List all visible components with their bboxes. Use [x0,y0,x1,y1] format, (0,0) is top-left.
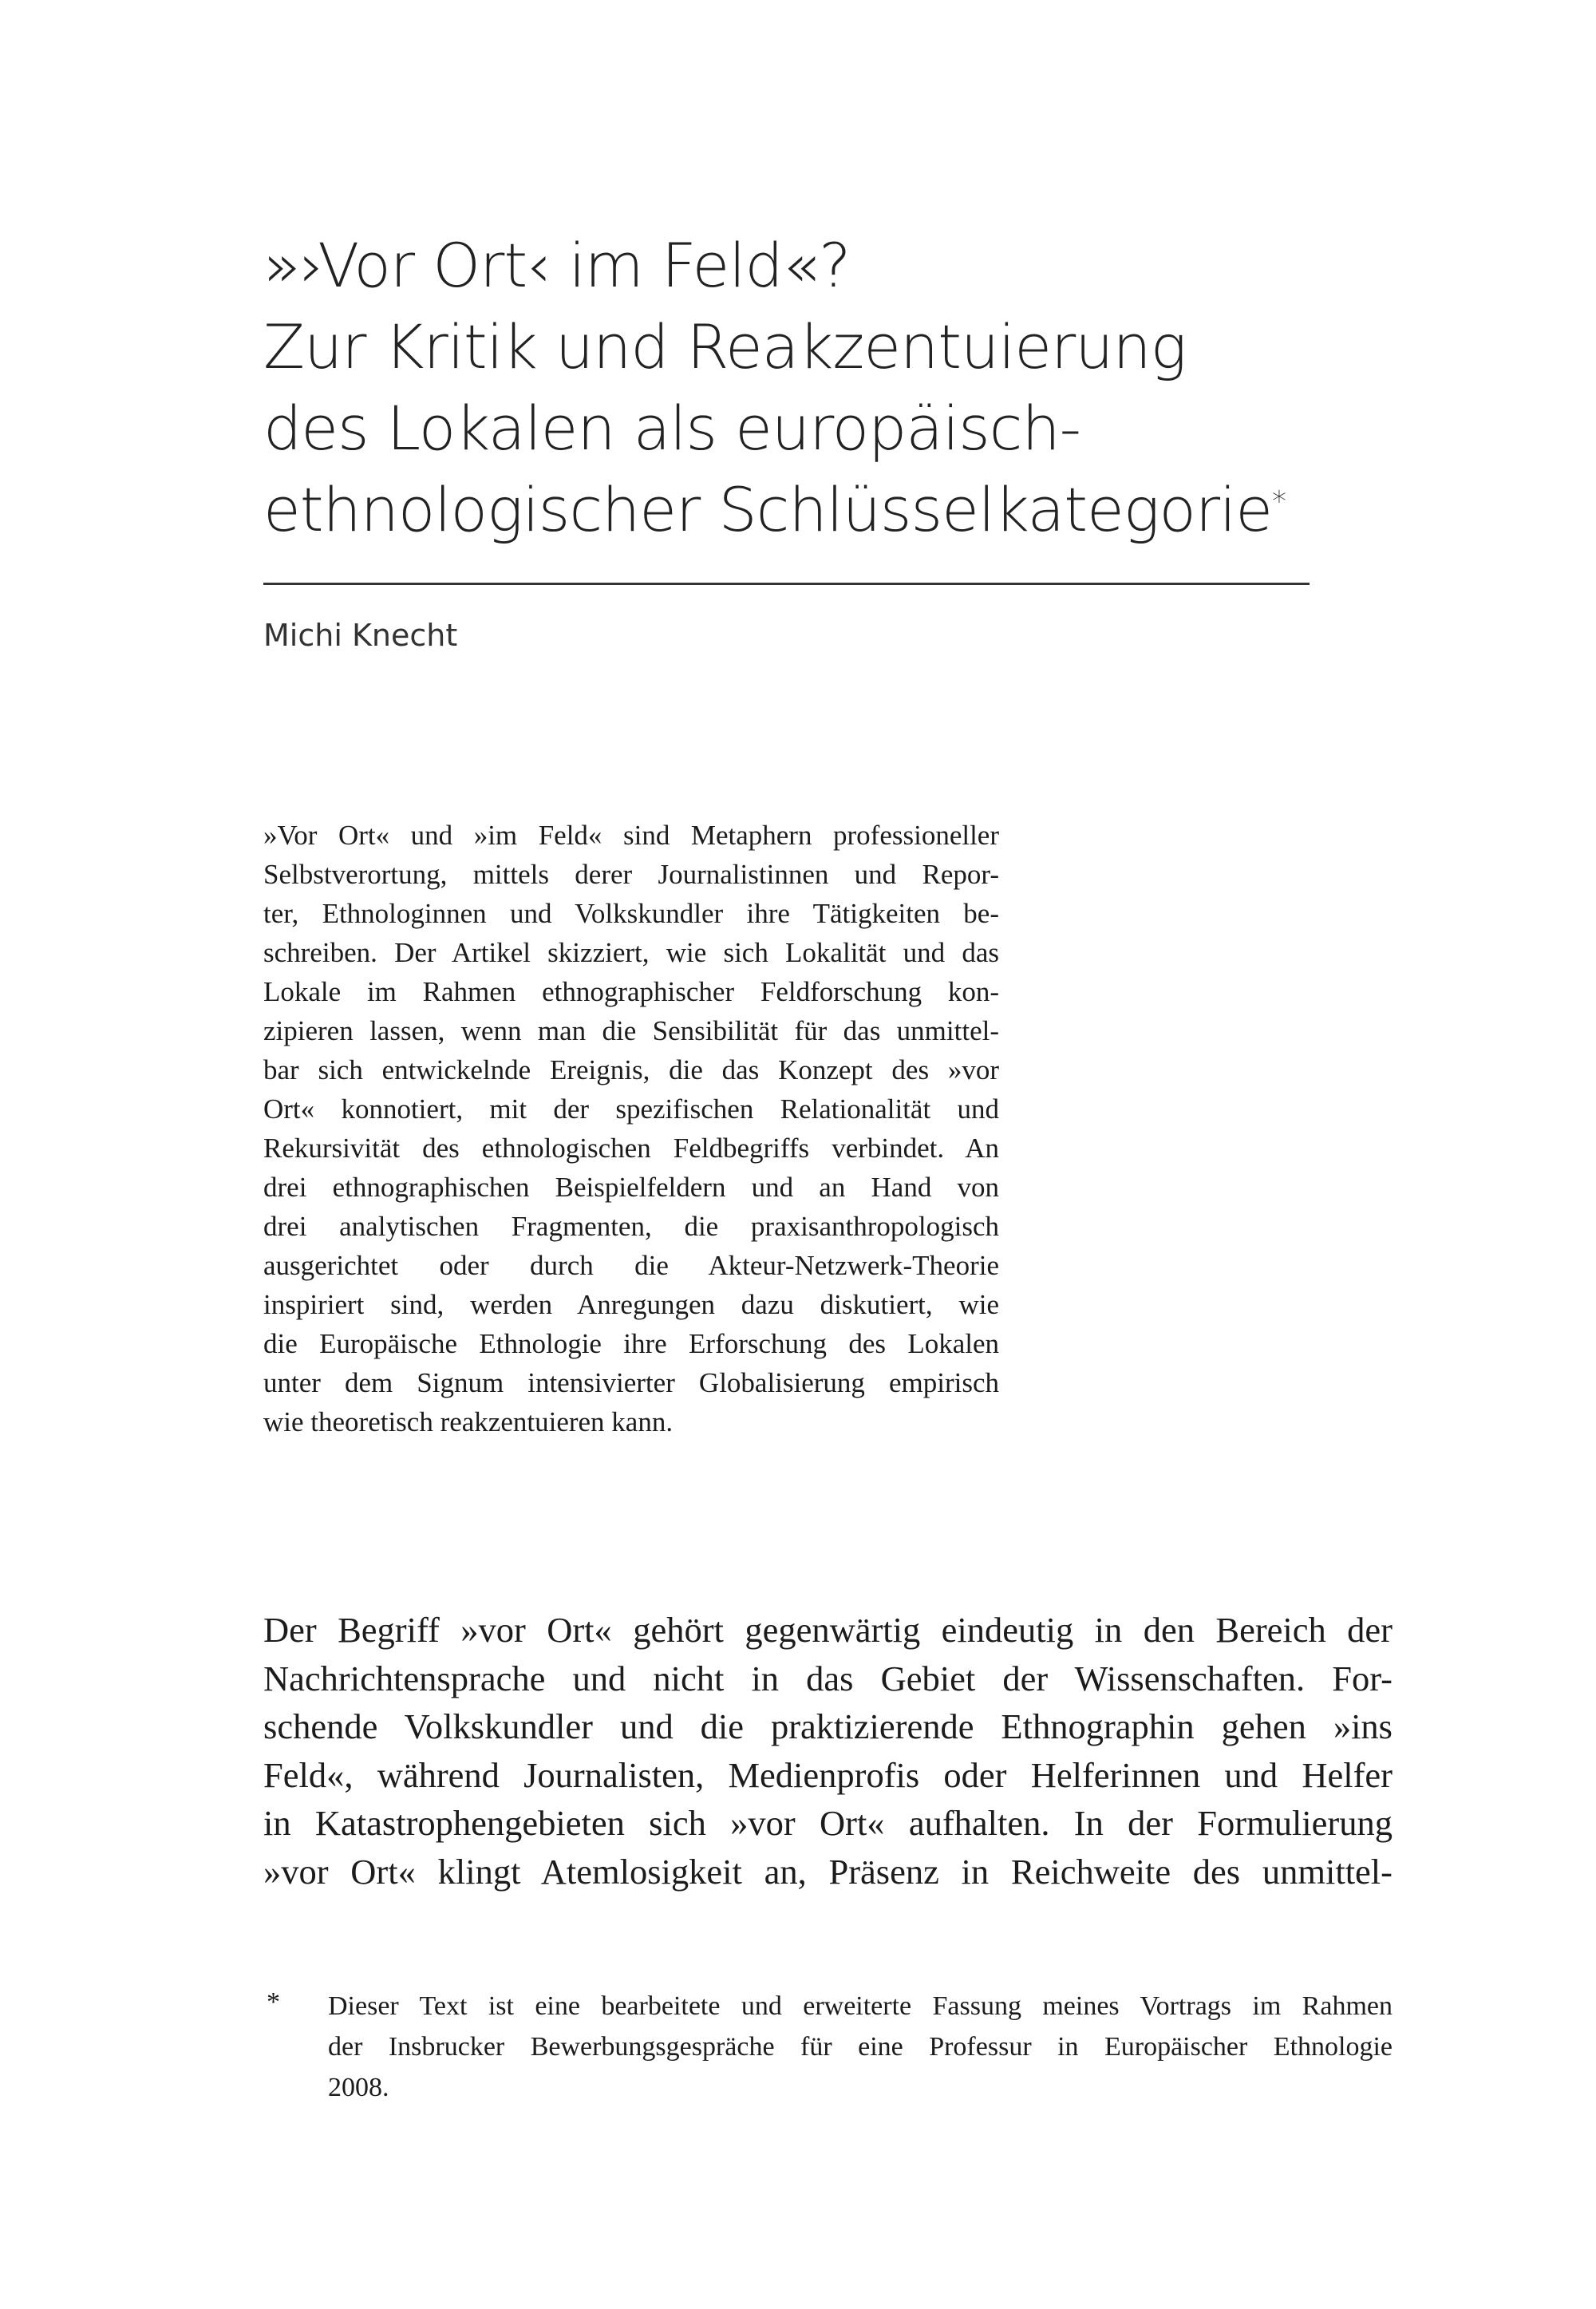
footnote [328,1986,1393,2108]
title-line [263,469,1381,551]
text-line: Der Begriff »vor Ort« gehört gegenwärtig eindeutig in den Bereich der [263,1610,1393,1650]
text-line: schende Volkskundler und die praktizierende Ethnographin gehen »ins [263,1706,1393,1746]
title-line-text: Zur Kritik und Reakzentuierung [263,311,1187,382]
footnote-marker: * [267,1987,280,2017]
text-line: Feld«, während Journalisten, Medienprofis oder Helferinnen und Helfer [263,1754,1393,1795]
body-text [263,1606,1393,1896]
text-line: »vor Ort« klingt Atemlosigkeit an, Präsenz in Reichweite des unmittel- [263,1851,1393,1892]
text-line: der Insbrucker Bewerbungsgespräche für eine Professur in Europäischer Ethnologie [328,2032,1393,2062]
text-line: Ort« konnotiert, mit der spezifischen Relationalität und [263,1093,999,1125]
title-line: »›Vor Ort‹ im Feld«? [263,230,851,301]
text-line: drei ethnographischen Beispielfeldern und an Hand von [263,1172,999,1203]
text-line: ter, Ethnologinnen und Volkskundler ihre Tätigkeiten be- [263,898,999,929]
text-line: Dieser Text ist eine bearbeitete und erweiterte Fassung meines Vortrags im Rahmen [328,1991,1393,2021]
abstract [263,816,999,1441]
text-line: schreiben. Der Artikel skizziert, wie sich Lokalität und das [263,937,999,968]
text-line: Nachrichtensprache und nicht in das Gebiet der Wissenschaften. For- [263,1658,1393,1698]
text-line: in Katastrophengebieten sich »vor Ort« aufhalten. In der Formulierung [263,1803,1393,1843]
text-line: »Vor Ort« und »im Feld« sind Metaphern professioneller [263,820,999,851]
text-line: Selbstverortung, mittels derer Journalistinnen und Repor- [263,859,999,890]
text-line: 2008. [328,2073,389,2102]
text-line: die Europäische Ethnologie ihre Erforschung des Lokalen [263,1328,999,1359]
text-line: unter dem Signum intensivierter Globalisierung empirisch [263,1367,999,1398]
text-line: zipieren lassen, wenn man die Sensibilität für das unmittel- [263,1015,999,1046]
text-line: Lokale im Rahmen ethnographischer Feldforschung kon- [263,976,999,1007]
title-line-text: ethnologischer Schlüsselkategorie [263,474,1273,545]
footnote-marker[interactable]: * [1272,485,1286,518]
text-line: wie theoretisch reakzentuieren kann. [263,1406,674,1437]
author-name: Michi Knecht [263,618,458,653]
article-title [263,225,1381,551]
text-line: ausgerichtet oder durch die Akteur-Netzwerk-Theorie [263,1250,999,1281]
title-divider [263,583,1310,585]
text-line: drei analytischen Fragmenten, die praxisanthropologisch [263,1211,999,1242]
title-line: des Lokalen als europäisch- [263,393,1081,464]
title-line [263,306,1381,388]
text-line: inspiriert sind, werden Anregungen dazu diskutiert, wie [263,1289,999,1320]
text-line: Rekursivität des ethnologischen Feldbegriffs verbindet. An [263,1133,999,1164]
text-line: bar sich entwickelnde Ereignis, die das Konzept des »vor [263,1054,999,1085]
